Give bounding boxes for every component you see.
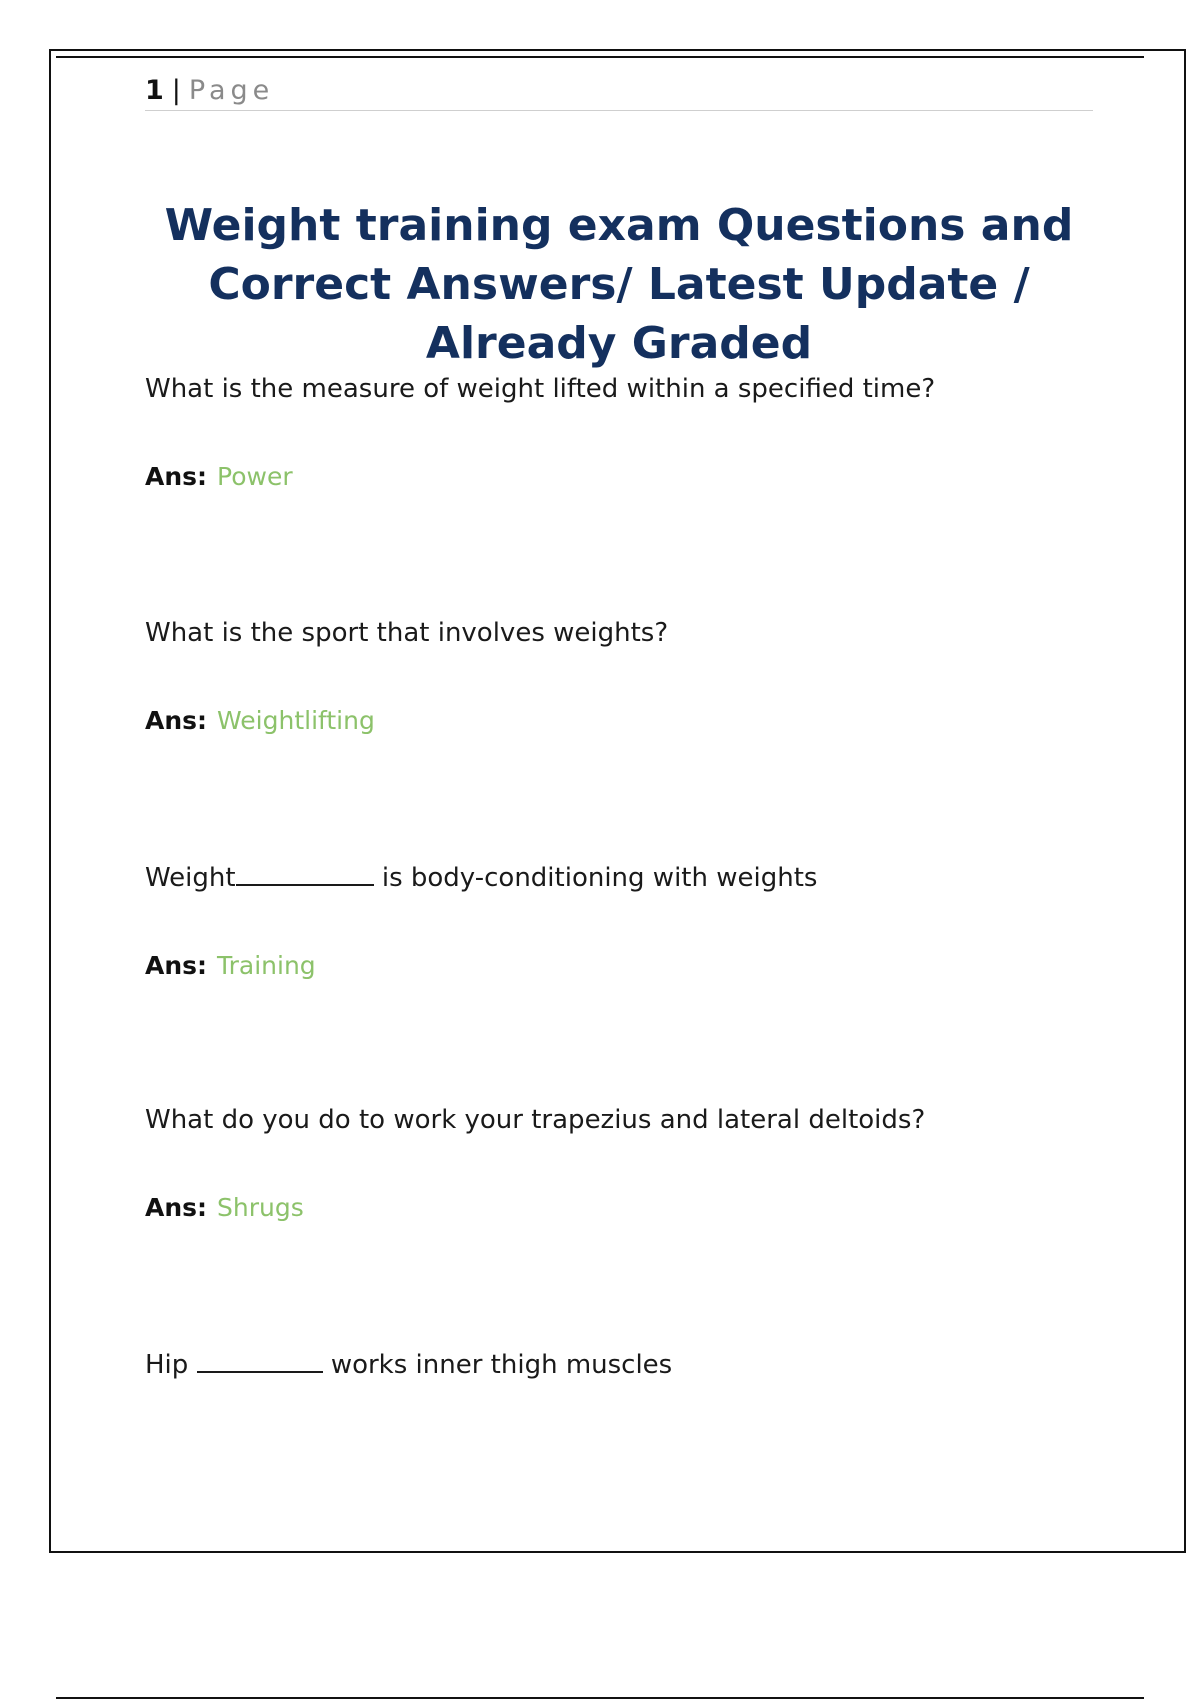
qa-item-4 — [145, 1103, 1093, 1225]
question-text-before: Hip — [145, 1350, 189, 1380]
answer-value: Weightlifting — [217, 706, 375, 735]
page-word: Page — [188, 75, 275, 106]
answer-label: Ans: — [145, 1193, 208, 1222]
answer-value: Power — [217, 462, 293, 491]
question-text: What do you do to work your trapezius and lateral deltoids? — [145, 1105, 926, 1135]
answer-line — [145, 704, 1093, 738]
page-header — [145, 74, 1093, 111]
question-text: What is the sport that involves weights? — [145, 618, 669, 648]
answer-label: Ans: — [145, 462, 208, 491]
answer-line — [145, 460, 1093, 494]
answer-line — [145, 1191, 1093, 1225]
question-text: What is the measure of weight lifted within a specified time? — [145, 374, 936, 404]
question-text-after: is body-conditioning with weights — [381, 863, 818, 893]
answer-label: Ans: — [145, 951, 208, 980]
page-number: 1 — [145, 75, 164, 106]
answer-label: Ans: — [145, 706, 208, 735]
qa-item-3 — [145, 860, 1093, 983]
answer-line — [145, 949, 1093, 983]
bottom-rule — [56, 1697, 1144, 1699]
page-separator: | — [171, 75, 181, 106]
fill-in-blank — [236, 860, 374, 886]
qa-item-5 — [145, 1347, 1093, 1382]
qa-item-2 — [145, 616, 1093, 738]
question-text-after: works inner thigh muscles — [330, 1350, 673, 1380]
answer-value: Shrugs — [217, 1193, 304, 1222]
fill-in-blank — [197, 1347, 323, 1373]
answer-value: Training — [217, 951, 316, 980]
question-text — [145, 860, 1093, 895]
top-rule — [56, 56, 1144, 58]
qa-item-1 — [145, 372, 1093, 494]
question-text-before: Weight — [145, 863, 236, 893]
question-text — [145, 1347, 1093, 1382]
document-title: Weight training exam Questions and Correct Answers/ Latest Update / Already Graded — [164, 200, 1074, 369]
